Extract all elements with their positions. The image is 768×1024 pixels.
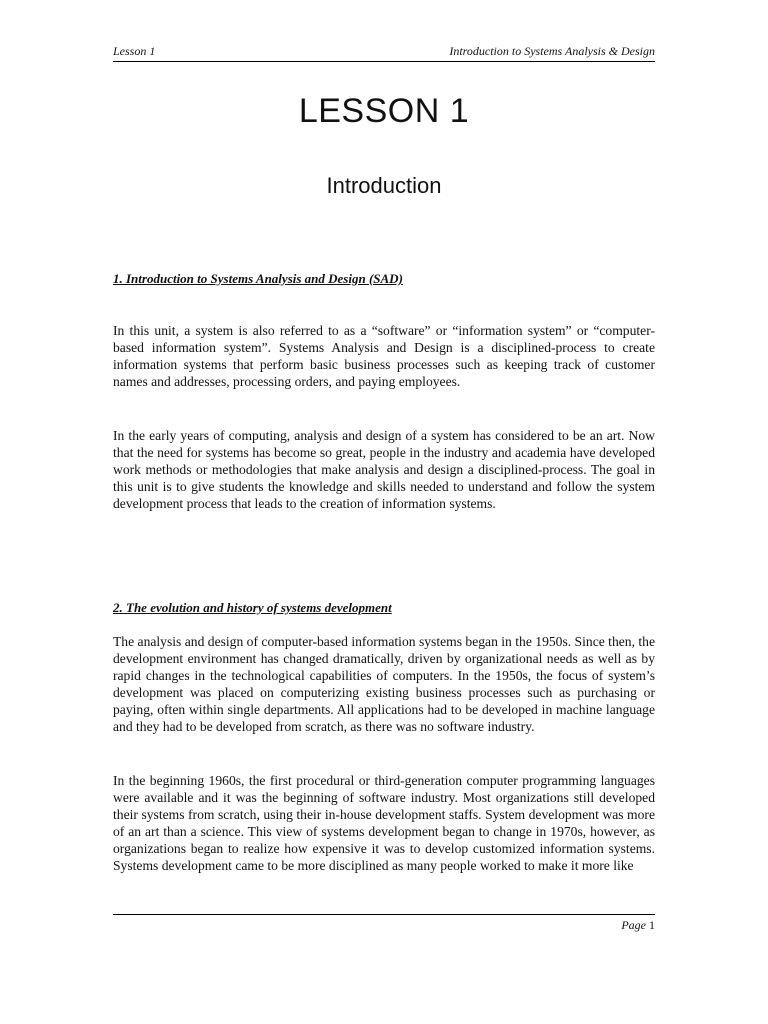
page-title: LESSON 1 [298, 92, 470, 130]
paragraph-2-2: In the beginning 1960s, the first procedural or third-generation computer programming languages were available and it was the beginning of software industry. Most organizations still developed their systems from scratch, using their in-house development staffs. System development was more of an art than a science. This view of systems development began to change in 1970s, however, as organizations began to realize how expensive it was to develop customized information systems. Systems development came to be more disciplined as many people worked to make it more like [113, 773, 655, 873]
header-course-title: Introduction to Systems Analysis & Design [449, 44, 655, 58]
running-header [113, 44, 655, 62]
paragraph-2-1: The analysis and design of computer-based information systems began in the 1950s. Since then, the development environment has changed dramatically, driven by organizational needs as well as by rapid changes in the technological capabilities of computers. In the 1950s, the focus of system’s development was placed on computerizing existing business processes such as purchasing or paying, often within single departments. All applications had to be developed in machine language and they had to be developed from scratch, as there was no software industry. [113, 634, 655, 734]
page-label: Page [621, 918, 646, 932]
footer-divider [113, 914, 655, 915]
paragraph-1-1: In this unit, a system is also referred to as a “software” or “information system” or “computer-based information system”. Systems Analysis and Design is a disciplined-process to create information systems that perform basic business processes such as keeping track of customer names and addresses, processing orders, and paying employees. [113, 323, 655, 389]
section-heading-2: 2. The evolution and history of systems development [113, 600, 392, 615]
page-footer [621, 918, 655, 932]
paragraph-1-2: In the early years of computing, analysis and design of a system has considered to be an art. Now that the need for systems has become so great, people in the industry and academia have developed work methods or methodologies that make analysis and design a disciplined-process. The goal in this unit is to give students the knowledge and skills needed to understand and follow the system development process that leads to the creation of information systems. [113, 428, 655, 511]
header-divider [113, 61, 655, 62]
page-subtitle: Introduction [326, 173, 442, 198]
header-lesson-label: Lesson 1 [113, 44, 156, 58]
section-heading-1: 1. Introduction to Systems Analysis and Design (SAD) [113, 271, 403, 286]
page-number: 1 [649, 918, 655, 932]
